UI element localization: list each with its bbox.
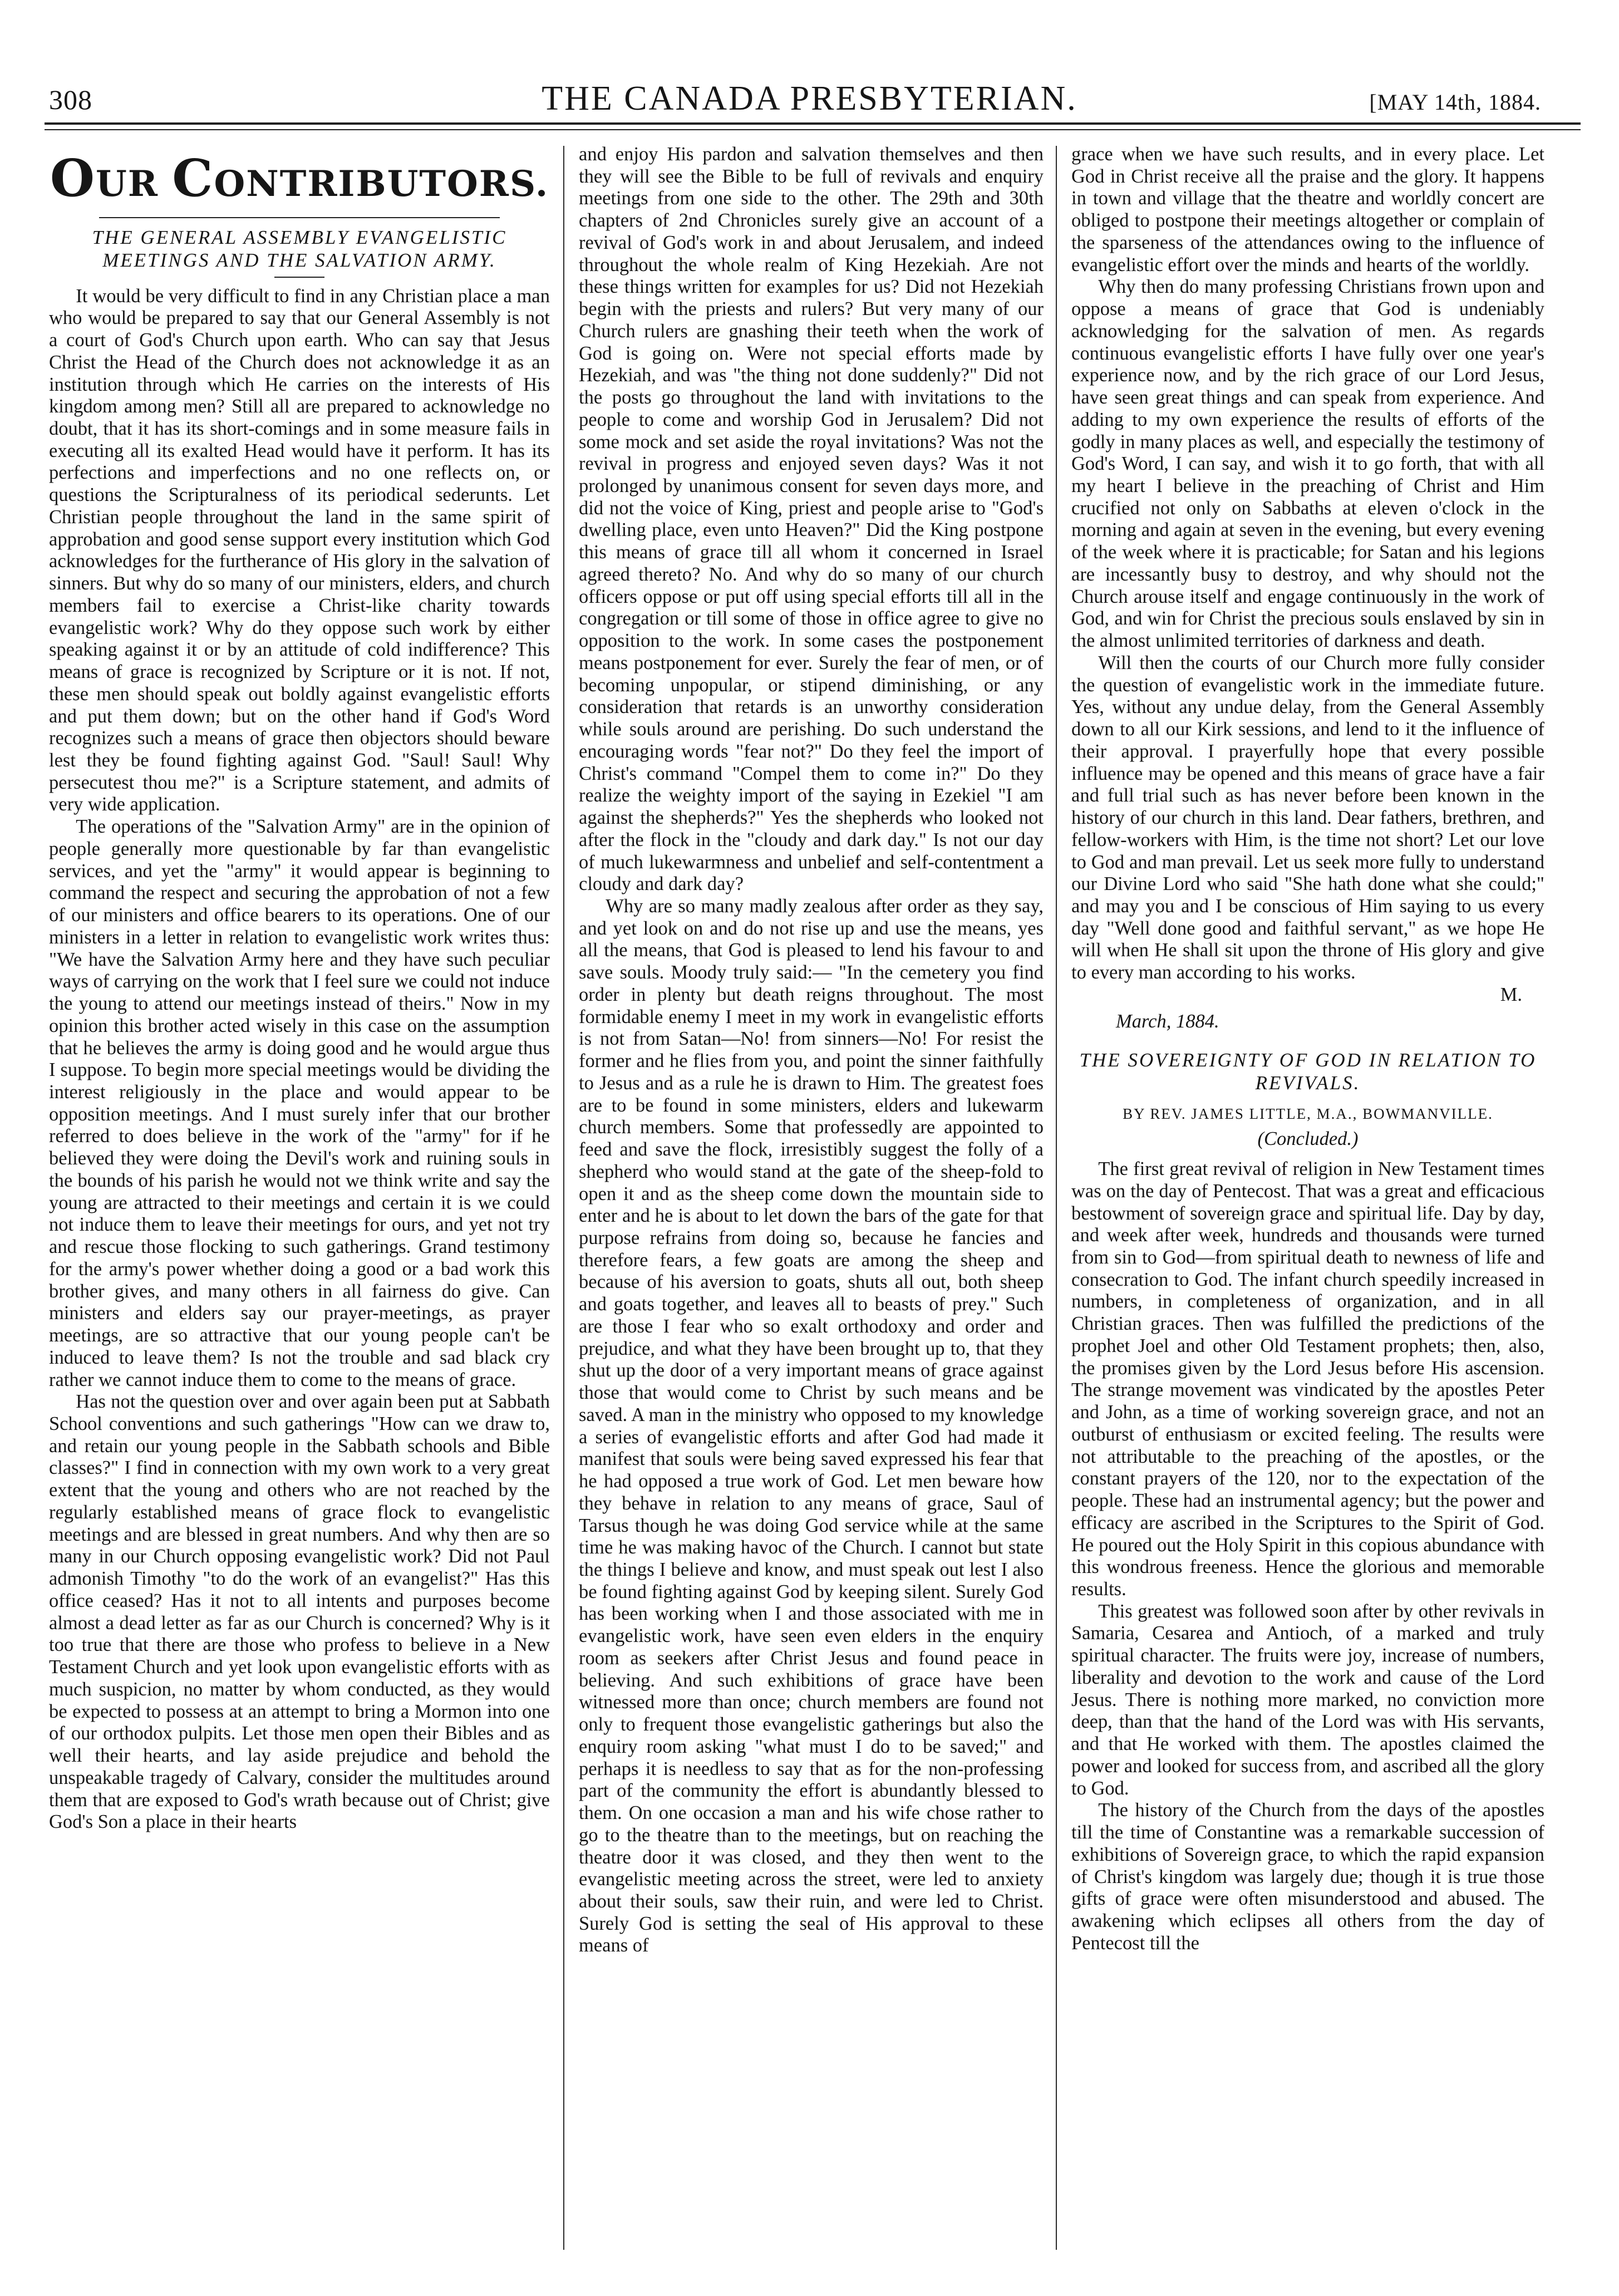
article-title: THE GENERAL ASSEMBLY EVANGELISTIC MEETINGS AND THE SALVATION ARMY. [92, 226, 507, 272]
article-paragraph: The operations of the "Salvation Army" are in the opinion of people generally more questionable by far than evangelistic services, and yet the "army" it would appear is beginning to command the respect and securing the approbation of not a few of our ministers and office bearers to its operations. One of our ministers in a letter in relation to evangelistic work writes thus: "We have the Salvation Army here and they have such peculiar ways of carrying on the work that I feel sure we could not induce the young to attend our meetings instead of theirs." Now in my opinion this brother acted wisely in this case on the assumption that he believes the army is doing good and he would argue thus I suppose. To begin more special meetings would be dividing the interest religiously in the place and would appear to be opposition meetings. And I must surely infer that our brother referred to does believe in the work of the "army" for if he believed they were doing the Devil's work and ruining souls in the bounds of his parish he would not we think write and say the young are attracted to their meetings and certain it is we could not induce them to leave their meetings for ours, and yet not try and rescue those flocking to such gatherings. Grand testimony for the army's power whether doing a good or a bad work this brother gives, and many others in all fairness do give. Can ministers and elders say our prayer-meetings, as prayer meetings, are so attractive that our young people can't be induced to leave them? Is not the trouble and sad black cry rather we cannot induce them to come to the means of grace. [49, 816, 550, 1390]
column-1 [49, 144, 550, 2248]
article-paragraph: The history of the Church from the days of the apostles till the time of Constantine was a remarkable succession of exhibitions of Sovereign grace, to which the rapid expansion of Christ's kingdom was largely due; though it is true those gifts of grace were often misunderstood and abused. The awakening which eclipses all others from the day of Pentecost till the [1071, 1800, 1544, 1954]
header-rule [45, 122, 1581, 125]
article-dateline: March, 1884. [1116, 1010, 1219, 1032]
title-rule [274, 277, 324, 278]
section-heading-initial-2: C [172, 148, 214, 208]
column-2 [579, 144, 1044, 2248]
concluded-note: (Concluded.) [1257, 1128, 1359, 1150]
article-paragraph: The first great revival of religion in New Testament times was on the day of Pentecost. That was a great and efficacious bestowment of sovereign grace and spiritual life. Day by day, and week after week, hundreds and thousands were turned from sin to God—from spiritual death to newness of life and consecration to God. The infant church speedily increased in numbers, in completeness of organization, and in all Christian graces. Then was fulfilled the predictions of the prophet Joel and other Old Testament prophets; then, also, the promises given by the Lord Jesus before His ascension. The strange movement was vindicated by the apostles Peter and John, as a time of working sovereign grace, and not an outburst of enthusiasm or excited feeling. The results were not attributable to the preaching of the apostles, or the constant prayers of the 120, nor to the expectation of the people. These had an instrumental agency; but the power and efficacy are ascribed in the Scriptures to the Spirit of God. He poured out the Holy Spirit in this copious abundance with this wondrous freeness. Hence the glorious and memorable results. [1071, 1158, 1544, 1600]
column-3 [1071, 144, 1544, 2248]
section-heading [49, 149, 550, 208]
article-byline: BY REV. JAMES LITTLE, M.A., BOWMANVILLE. [1123, 1105, 1493, 1123]
article-paragraph: Why then do many professing Christians frown upon and oppose a means of grace that God is undeniably acknowledging for the salvation of men. As regards continuous evangelistic efforts I have fully over one year's experience now, and by the rich grace of our Lord Jesus, have seen great things and can speak from experience. And adding to my own experience the results of efforts of the godly in many places as well, and especially the testimony of God's Word, I can say, and wish it to go forth, that with all my heart I believe in the preaching of Christ and Him crucified not only on Sabbaths at eleven o'clock in the morning and again at seven in the evening, but every evening of the week where it is practicable; for Satan and his legions are incessantly busy to destroy, and why should not the Church arouse itself and engage continuously in the work of God, and win for Christ the precious souls enslaved by sin in the almost unlimited territories of darkness and death. [1071, 276, 1544, 652]
page-number: 308 [49, 84, 92, 115]
header-rule-thin [45, 129, 1581, 130]
signature-line [1071, 984, 1544, 1009]
masthead-title: THE CANADA PRESBYTERIAN. [542, 80, 1077, 117]
article-paragraph: and enjoy His pardon and salvation themselves and then they will see the Bible to be full of revivals and enquiry meetings from one side to the other. The 29th and 30th chapters of 2nd Chronicles surely give an account of a revival of God's work in and about Jerusalem, and indeed throughout the whole realm of King Hezekiah. Are not these things written for examples for us? Did not Hezekiah begin with the priests and rulers? But very many of our Church rulers are gnashing their teeth when the work of God is going on. Were not special efforts made by Hezekiah, and was "the thing not done suddenly?" Did not the posts go throughout the land with invitations to the people to come and worship God in Jerusalem? Did not some mock and set aside the royal invitations? Was not the revival in progress and enjoyed seven days? Was it not prolonged by unanimous consent for seven days more, and did not the voice of King, priest and people arise to "God's dwelling place, even unto Heaven?" Did the King postpone this means of grace till all whom it concerned in Israel agreed thereto? No. And why do so many of our church officers oppose or put off using special efforts till all in the congregation or till some of those in office agree to give no opposition to the work. In some cases the postponement means postponement for ever. Surely the fear of men, or of becoming unpopular, or stipend diminishing, or any consideration that retards is an unworthy consideration while souls around are perishing. Do such understand the encouraging words "fear not?" Do they feel the import of Christ's command "Compel them to come in?" Do they realize the weighty import of the saying in Ezekiel "I am against the shepherds?" Yes the shepherds who looked not after the flock in the "cloudy and dark day." Is not our day of much lukewarmness and unbelief and self-contentment a cloudy and dark day? [579, 144, 1044, 895]
article-paragraph: Why are so many madly zealous after order as they say, and yet look on and do not rise up and use the means, yes all the means, that God is pleased to lend his favour to and save souls. Moody truly said:— "In the cemetery you find order in plenty but death reigns throughout. The most formidable enemy I meet in my work in evangelistic efforts is not from Satan—No! from sinners—No! For resist the former and he flies from you, and point the sinner faithfully to Jesus and as a rule he is drawn to Him. The greatest foes are to be found in some ministers, elders and lukewarm church members. Some that professedly are appointed to feed and save the flock, irresistibly suggest the folly of a shepherd who would stand at the gate of the sheep-fold to open it and as the sheep come down the mountain side to enter and he is about to let down the bars of the gate for that purpose refrains from doing so, because he fancies and therefore fears, a few goats are among the sheep and because of his aversion to goats, shuts all out, both sheep and goats together, and leaves all to beasts of prey." Such are those I fear who so exalt orthodoxy and order and prejudice, and what they have been brought up to, that they shut up the door of a very important means of grace against those that would come to Christ by such means and be saved. A man in the ministry who opposed to my knowledge a series of evangelistic efforts and after God had made it manifest that souls were being saved expressed his fear that he had opposed a true work of God. Let men beware how they behave in relation to any means of grace, Saul of Tarsus though he was doing God service while at the same time he was making havoc of the Church. I cannot but state the things I believe and know, and must speak out lest I also be found fighting against God by keeping silent. Surely God has been working when I and those associated with me in evangelistic work, have seen even elders in the enquiry room as seekers after Christ Jesus and found peace in believing. And such exhibitions of grace have been witnessed more than once; church members are found not only to frequent those evangelistic gatherings but also the enquiry room asking "what must I do to be saved;" and perhaps it is needless to say that as for the non-professing part of the community the effort is abundantly blessed to them. On one occasion a man and his wife chose rather to go to the theatre than to the meetings, but on reaching the theatre door it was closed, and they then went to the evangelistic meeting across the street, were led to anxiety about their souls, saw their ruin, and were led to Christ. Surely God is setting the seal of His approval to these means of [579, 895, 1044, 1956]
section-heading-initial: O [50, 148, 96, 208]
issue-date: [MAY 14th, 1884. [1369, 90, 1541, 115]
article-paragraph: This greatest was followed soon after by other revivals in Samaria, Cesarea and Antioch, of a marked and truly spiritual character. The fruits were joy, increase of numbers, liberality and devotion to the work and cause of the Lord Jesus. There is nothing more marked, no conviction more deep, than that the hand of the Lord was with His servants, and that He worked with them. The apostles claimed the power and looked for success from, and ascribed all the glory to God. [1071, 1600, 1544, 1799]
article-title: THE SOVEREIGNTY OF GOD IN RELATION TO REVIVALS. [1079, 1049, 1537, 1094]
author-signature: M. [1500, 984, 1522, 1005]
section-rule [99, 217, 500, 218]
article-paragraph: Will then the courts of our Church more fully consider the question of evangelistic work in the immediate future. Yes, without any undue delay, from the General Assembly down to all our Kirk sessions, and lend to it the influence of their approval. I prayerfully hope that every possible influence may be opened and this means of grace have a fair and full trial such as has never before been known in the history of our church in this land. Dear fathers, brethren, and fellow-workers with Him, is the time not short? Let our love to God and man prevail. Let us seek more fully to understand our Divine Lord who said "She hath done what she could;" and may you and I be conscious of Him saying to us every day "Well done good and faithful servant," as we hope He will when He shall sit upon the throne of His glory and give to every man according to his works. [1071, 652, 1544, 984]
section-heading-part: UR [95, 163, 159, 205]
article-paragraph: It would be very difficult to find in any Christian place a man who would be prepared to say that our General Assembly is not a court of God's Church upon earth. Who can say that Jesus Christ the Head of the Church does not acknowledge it as an institution through which He carries on the interests of His kingdom among men? Still all are prepared to acknowledge no doubt, that it has its short-comings and in some measure fails in executing all its exalted Head would have it perform. It has its perfections and imperfections and no one reflects on, or questions the Scripturalness of its periodical sederunts. Let Christian people throughout the land in the same spirit of approbation and good sense support every institution which God acknowledges for the furtherance of His glory in the salvation of sinners. But why do so many of our ministers, elders, and church members fail to exercise a Christ-like charity towards evangelistic work? Why do they oppose such work by either speaking against it or by an attitude of cold indifference? This means of grace is recognized by Scripture or it is not. If not, these men should speak out boldly against evangelistic efforts and put them down; but on the other hand if God's Word recognizes such a means of grace then objectors should beware lest they be found fighting against God. "Saul! Saul! Why persecutest thou me?" is a Scripture statement, and admits of very wide application. [49, 285, 550, 815]
article-paragraph: Has not the question over and over again been put at Sabbath School conventions and such gatherings "How can we draw to, and retain our young people in the Sabbath schools and Bible classes?" I find in connection with my own work to a very great extent that the young and others who are not reached by the regularly established means of grace flock to evangelistic meetings and are blessed in great numbers. And why then are so many in our Church opposing evangelistic work? Did not Paul admonish Timothy "to do the work of an evangelist?" Has this office ceased? Has it not to all intents and purposes become almost a dead letter as far as our Church is concerned? Why is it too true that there are those who profess to believe in a New Testament Church and yet look upon evangelistic efforts with as much suspicion, no matter by whom conducted, as they would be expected to possess at an attempt to bring a Mormon into one of our orthodox pulpits. Let those men open their Bibles and as well their hearts, and lay aside prejudice and behold the unspeakable tragedy of Calvary, consider the multitudes around them that are exposed to God's wrath because out of Christ; give God's Son a place in their hearts [49, 1391, 550, 1833]
article-paragraph: grace when we have such results, and in every place. Let God in Christ receive all the praise and the glory. It happens in town and village that the theatre and worldly concert are obliged to postpone their meetings altogether or complain of the sparseness of the attendances owing to the influence of evangelistic effort over the minds and hearts of the worldly. [1071, 144, 1544, 276]
column-divider [1056, 146, 1057, 2250]
column-divider [563, 146, 564, 2250]
section-heading-part-2: ONTRIBUTORS. [214, 163, 549, 205]
